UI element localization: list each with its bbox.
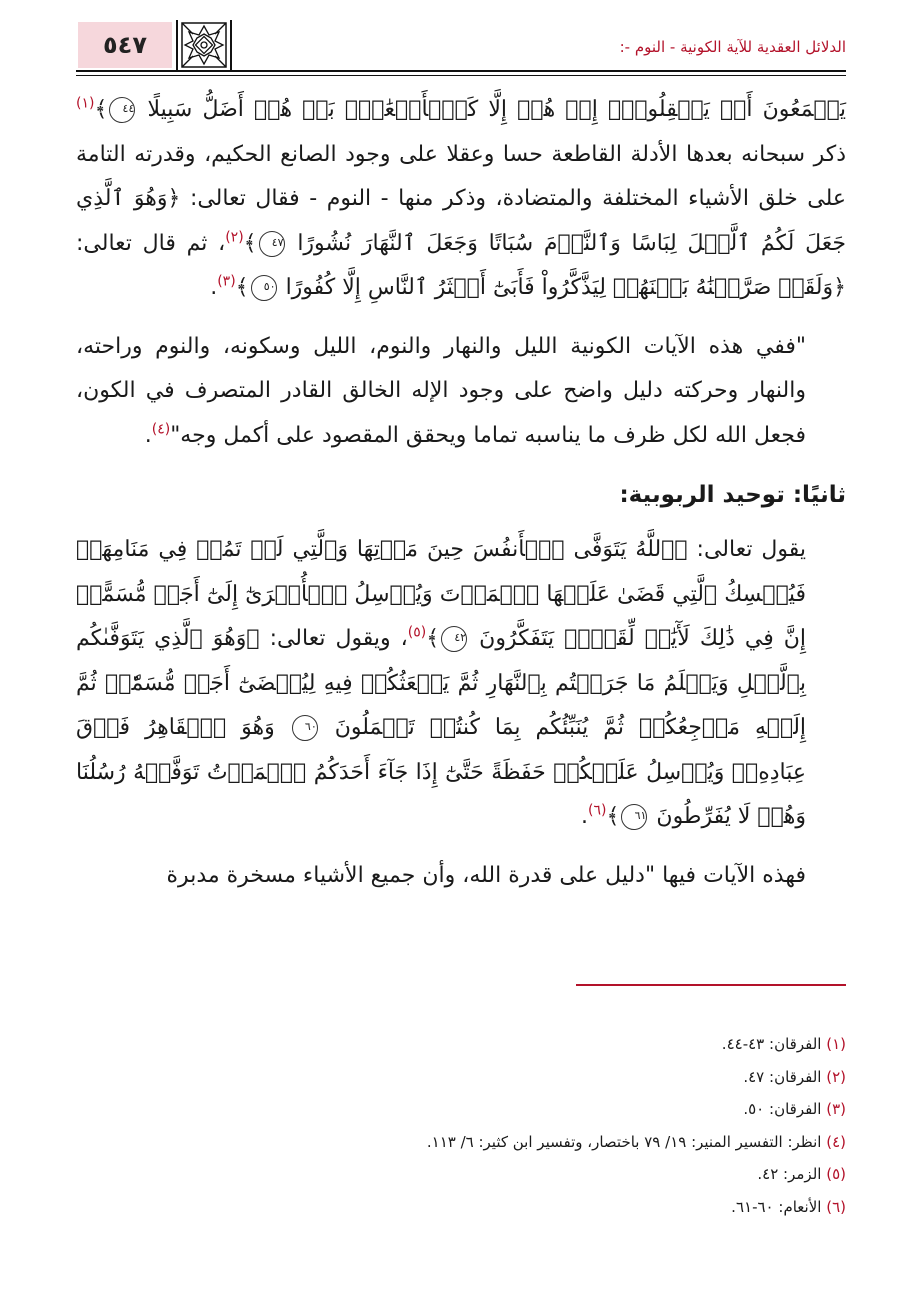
ayah-number-icon: ٤٢ — [441, 626, 467, 652]
geometric-star-ornament-icon — [176, 20, 232, 70]
footnote-text: الفرقان: ٤٣-٤٤. — [721, 1035, 822, 1053]
paragraph-text: "ففي هذه الآيات الكونية الليل والنهار والنوم، الليل وسكونه، والنوم وراحته، والنهار وحركته دليل واضح على وجود الإله الخالق القادر المتصرف في الكون، فجعل الله لكل ظرف ما يناسبه تماما ويحقق المقصود على أكمل وجه" — [76, 333, 806, 448]
ayah-number-icon: ٥٠ — [251, 275, 277, 301]
footnote-ref: (١) — [76, 95, 95, 112]
quran-verse: وَهُوَ ٱلۡقَاهِرُ فَوۡقَ عِبَادِهِۦۖ وَيُرۡسِلُ عَلَيۡكُمۡ حَفَظَةً حَتَّىٰٓ إِذَا جَآءَ أَحَدَكُمُ ٱلۡمَوۡتُ تَوَفَّتۡهُ رُسُلُنَا وَهُمۡ لَا يُفَرِّطُونَ — [76, 715, 806, 829]
footnotes — [76, 1028, 846, 1224]
paragraph-2 — [76, 325, 846, 459]
footnote-ref: (٦) — [588, 802, 607, 819]
footnote-ref: (٤) — [151, 421, 171, 438]
quran-verse: يَسۡمَعُونَ أَوۡ يَعۡقِلُونَۚ إِنۡ هُمۡ إِلَّا كَٱلۡأَنۡعَٰمِۖ بَلۡ هُمۡ أَضَلُّ سَبِيلًا — [147, 97, 847, 122]
running-title: الدلائل العقدية للآية الكونية - النوم -: — [619, 38, 846, 56]
footnote-separator — [576, 984, 846, 986]
paragraph-text: ، ويقول تعالى: — [269, 626, 408, 651]
footnote-text: الأنعام: ٦٠-٦١. — [731, 1197, 822, 1216]
footnote-item — [76, 1028, 846, 1061]
footnote-ref: (٥) — [407, 624, 427, 641]
footnote-item — [76, 1158, 846, 1191]
footnote-number: (١) — [826, 1035, 846, 1053]
ayah-number-icon: ٤٤ — [109, 97, 135, 123]
footnote-number: (٥) — [826, 1165, 846, 1184]
paragraph-4: فهذه الآيات فيها "دليل على قدرة الله، وأن جميع الأشياء مسخرة مدبرة — [166, 862, 806, 888]
section-heading: ثانيًا: توحيد الربوبية: — [619, 482, 846, 508]
sentence-end: . — [144, 422, 152, 448]
ayah-number-icon: ٦١ — [621, 804, 647, 830]
quran-verse: ﴿ٱللَّهُ يَتَوَفَّى ٱلۡأَنفُسَ حِينَ مَوۡتِهَا وَٱلَّتِي لَمۡ تَمُتۡ فِي مَنَامِهَاۖ فَيُمۡسِكُ ٱلَّتِي قَضَىٰ عَلَيۡهَا ٱلۡمَوۡتَ وَيُرۡسِلُ ٱلۡأُخۡرَىٰٓ إِلَىٰٓ أَجَلٖ مُّسَمًّىۚ إِنَّ فِي ذَٰلِكَ لَأٓيَٰتٖ لِّقَوۡمٖ يَتَفَكَّرُونَ — [76, 537, 806, 651]
footnote-text: الفرقان: ٤٧. — [743, 1067, 822, 1086]
header-rule-thin — [76, 75, 846, 76]
page-header — [76, 16, 846, 72]
sentence-end: . — [210, 275, 218, 300]
main-text — [76, 88, 846, 898]
quran-verse: ﴿وَلَقَدۡ صَرَّفۡنَٰهُ بَيۡنَهُمۡ لِيَذَّكَّرُواْ فَأَبَىٰٓ أَكۡثَرُ ٱلنَّاسِ إِلَّا كُفُورًا — [285, 275, 846, 300]
footnote-text: انظر: التفسير المنير: ١٩/ ٧٩ باختصار، وتفسير ابن كثير: ٦/ ١١٣. — [426, 1132, 822, 1151]
ayah-number-icon: ٦٠ — [292, 715, 318, 741]
header-rule — [76, 70, 846, 72]
ayah-number-icon: ٤٧ — [259, 231, 285, 257]
footnote-ref: (٢) — [225, 229, 244, 246]
page-number: ٥٤٧ — [78, 22, 172, 68]
footnote-number: (٦) — [826, 1197, 846, 1216]
paragraph-text: ، ثم قال تعالى: — [76, 230, 226, 256]
paragraph-text: يقول تعالى: — [696, 537, 806, 562]
footnote-number: (٢) — [826, 1067, 846, 1086]
footnote-text: الفرقان: ٥٠. — [743, 1100, 822, 1119]
footnote-number: (٣) — [826, 1100, 846, 1119]
footnote-item — [76, 1126, 846, 1159]
footnote-number: (٤) — [826, 1132, 846, 1151]
footnote-item — [76, 1061, 846, 1094]
paragraph-1: يَسۡمَعُونَ أَوۡ يَعۡقِلُونَۚ إِنۡ هُمۡ إِلَّا كَٱلۡأَنۡعَٰمِۖ بَلۡ هُمۡ أَضَلُّ سَبِيلًا ٤٤﴾$^{(١)}$ ذكر سبحانه بعدها الأدلة القاطعة حسا وعقلا على وجود الصانع الحكيم، وقدرته التامة على خلق الأشياء المختلفة والمتضادة، وذكر منها - النوم - فقال تعالى: ﴿وَهُوَ ٱلَّذِي جَعَلَ لَكُمُ ٱلَّيۡلَ لِبَاسًا وَٱلنَّوۡمَ سُبَاتًا وَجَعَلَ ٱلنَّهَارَ نُشُورًا ٤٧﴾$^{(٢)}$، ثم قال تعالى: ﴿وَلَقَدۡ صَرَّفۡنَٰهُ بَيۡنَهُمۡ لِيَذَّكَّرُواْ فَأَبَىٰٓ أَكۡثَرُ ٱلنَّاسِ إِلَّا كُفُورًا ٥٠﴾$^{(٣)}$. — [76, 95, 847, 300]
paragraph-text: ذكر سبحانه بعدها الأدلة القاطعة حسا وعقلا على وجود الصانع الحكيم، وقدرته التامة على خلق الأشياء المختلفة والمتضادة، وذكر منها - النوم - فقال تعالى: — [76, 141, 847, 211]
footnote-ref: (٣) — [217, 273, 236, 290]
quran-verse: ﴿وَهُوَ ٱلَّذِي جَعَلَ لَكُمُ ٱلَّيۡلَ لِبَاسًا وَٱلنَّوۡمَ سُبَاتًا وَجَعَلَ ٱلنَّهَارَ نُشُورًا — [76, 186, 846, 256]
quran-verse: ﴿وَهُوَ ٱلَّذِي يَتَوَفَّىٰكُم بِٱلَّيۡلِ وَيَعۡلَمُ مَا جَرَحۡتُم بِٱلنَّهَارِ ثُمَّ يَبۡعَثُكُمۡ فِيهِ لِيُقۡضَىٰٓ أَجَلٞ مُّسَمّٗىۖ ثُمَّ إِلَيۡهِ مَرۡجِعُكُمۡ ثُمَّ يُنَبِّئُكُم بِمَا كُنتُمۡ تَعۡمَلُونَ — [76, 626, 807, 740]
sentence-end: . — [581, 804, 589, 829]
footnote-item — [76, 1191, 846, 1224]
paragraph-3: يقول تعالى: ﴿ٱللَّهُ يَتَوَفَّى ٱلۡأَنفُسَ حِينَ مَوۡتِهَا وَٱلَّتِي لَمۡ تَمُتۡ فِي مَنَامِهَاۖ فَيُمۡسِكُ ٱلَّتِي قَضَىٰ عَلَيۡهَا ٱلۡمَوۡتَ وَيُرۡسِلُ ٱلۡأُخۡرَىٰٓ إِلَىٰٓ أَجَلٖ مُّسَمًّىۚ إِنَّ فِي ذَٰلِكَ لَأٓيَٰتٖ لِّقَوۡمٖ يَتَفَكَّرُونَ ٤٢﴾$^{(٥)}$، ويقول تعالى: ﴿وَهُوَ ٱلَّذِي يَتَوَفَّىٰكُم بِٱلَّيۡلِ وَيَعۡلَمُ مَا جَرَحۡتُم بِٱلنَّهَارِ ثُمَّ يَبۡعَثُكُمۡ فِيهِ لِيُقۡضَىٰٓ أَجَلٞ مُّسَمّٗىۖ ثُمَّ إِلَيۡهِ مَرۡجِعُكُمۡ ثُمَّ يُنَبِّئُكُم بِمَا كُنتُمۡ تَعۡمَلُونَ ٦٠ وَهُوَ ٱلۡقَاهِرُ فَوۡقَ عِبَادِهِۦۖ وَيُرۡسِلُ عَلَيۡكُمۡ حَفَظَةً حَتَّىٰٓ إِذَا جَآءَ أَحَدَكُمُ ٱلۡمَوۡتُ تَوَفَّتۡهُ رُسُلُنَا وَهُمۡ لَا يُفَرِّطُونَ ٦١﴾$^{(٦)}$. — [76, 537, 807, 829]
footnote-text: الزمر: ٤٢. — [757, 1165, 822, 1184]
footnote-item — [76, 1093, 846, 1126]
